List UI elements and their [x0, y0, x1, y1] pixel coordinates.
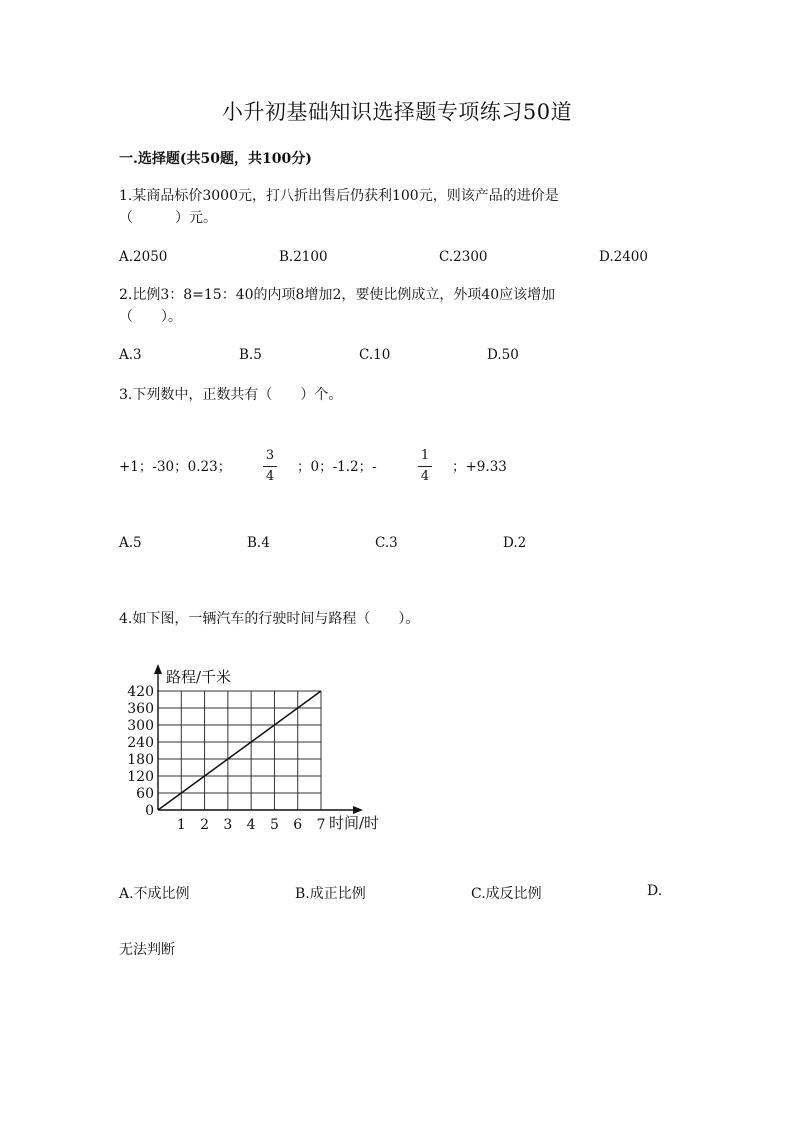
x-tick-label: 6	[293, 817, 303, 833]
x-tick-label: 3	[223, 817, 233, 833]
y-tick-label: 360	[127, 701, 154, 717]
fraction-denominator: 4	[420, 469, 430, 484]
q3-option-b: B.4	[247, 535, 270, 551]
question-4-stem: 4.如下图，一辆汽车的行驶时间与路程（ ）。	[119, 611, 420, 627]
q4-option-d: D.	[647, 883, 663, 899]
q4-option-d-text: 无法判断	[119, 942, 175, 958]
q3-option-d: D.2	[503, 535, 527, 551]
q2-option-b: B.5	[239, 347, 262, 363]
chart-series	[158, 691, 321, 810]
y-tick-label: 180	[127, 752, 154, 768]
q4-option-c: C.成反比例	[471, 886, 542, 902]
fraction-bar	[263, 466, 277, 467]
section-heading: 一.选择题(共50题，共100分)	[119, 151, 312, 167]
y-tick-label: 240	[127, 735, 154, 751]
x-tick-label: 5	[269, 817, 279, 833]
y-axis-arrow	[154, 664, 162, 674]
x-axis-label: 时间/时	[329, 814, 380, 832]
question-3-stem: 3.下列数中，正数共有（ ）个。	[119, 387, 343, 403]
q2-option-a: A.3	[119, 347, 142, 363]
q1-option-a: A.2050	[119, 249, 168, 265]
q4-option-b: B.成正比例	[295, 886, 366, 902]
q3-fraction-1	[263, 448, 277, 484]
y-tick-label: 0	[145, 803, 154, 819]
y-tick-label: 120	[127, 769, 154, 785]
fraction-bar	[418, 466, 432, 467]
x-tick-label: 7	[316, 817, 326, 833]
fraction-numerator: 3	[265, 448, 275, 463]
q3-option-a: A.5	[119, 535, 142, 551]
y-tick-label: 300	[127, 718, 154, 734]
y-tick-label: 420	[127, 684, 154, 700]
fraction-denominator: 4	[265, 469, 275, 484]
chart-axes	[154, 664, 363, 814]
q3-numbers-part-1: +1；-30；0.23；	[119, 459, 232, 475]
x-axis-arrow	[353, 806, 363, 814]
x-tick-label: 1	[176, 817, 186, 833]
question-2-line-2: （ ）。	[119, 309, 182, 325]
q4-option-a: A.不成比例	[119, 886, 190, 902]
page-title: 小升初基础知识选择题专项练习50道	[221, 100, 573, 124]
x-tick-label: 4	[246, 817, 256, 833]
fraction-numerator: 1	[420, 448, 430, 463]
x-tick-label: 2	[200, 817, 210, 833]
q2-option-d: D.50	[487, 347, 519, 363]
y-axis-label: 路程/千米	[166, 668, 232, 686]
q2-option-c: C.10	[359, 347, 391, 363]
q1-option-d: D.2400	[599, 249, 648, 265]
y-tick-label: 60	[136, 786, 154, 802]
q1-option-b: B.2100	[279, 249, 328, 265]
q3-numbers-part-2: ；0；-1.2；-	[297, 459, 377, 475]
q3-fraction-2	[418, 448, 432, 484]
question-1-line-1: 1.某商品标价3000元，打八折出售后仍获利100元，则该产品的进价是	[119, 188, 559, 204]
q3-option-c: C.3	[375, 535, 398, 551]
distance-time-chart	[118, 660, 418, 850]
question-2-line-1: 2.比例3：8=15：40的内项8增加2，要使比例成立，外项40应该增加	[119, 287, 556, 303]
q3-numbers-part-3: ；+9.33	[452, 459, 507, 475]
q1-option-c: C.2300	[439, 249, 488, 265]
series-line	[158, 691, 321, 810]
question-1-line-2: （ ）元。	[119, 210, 217, 226]
